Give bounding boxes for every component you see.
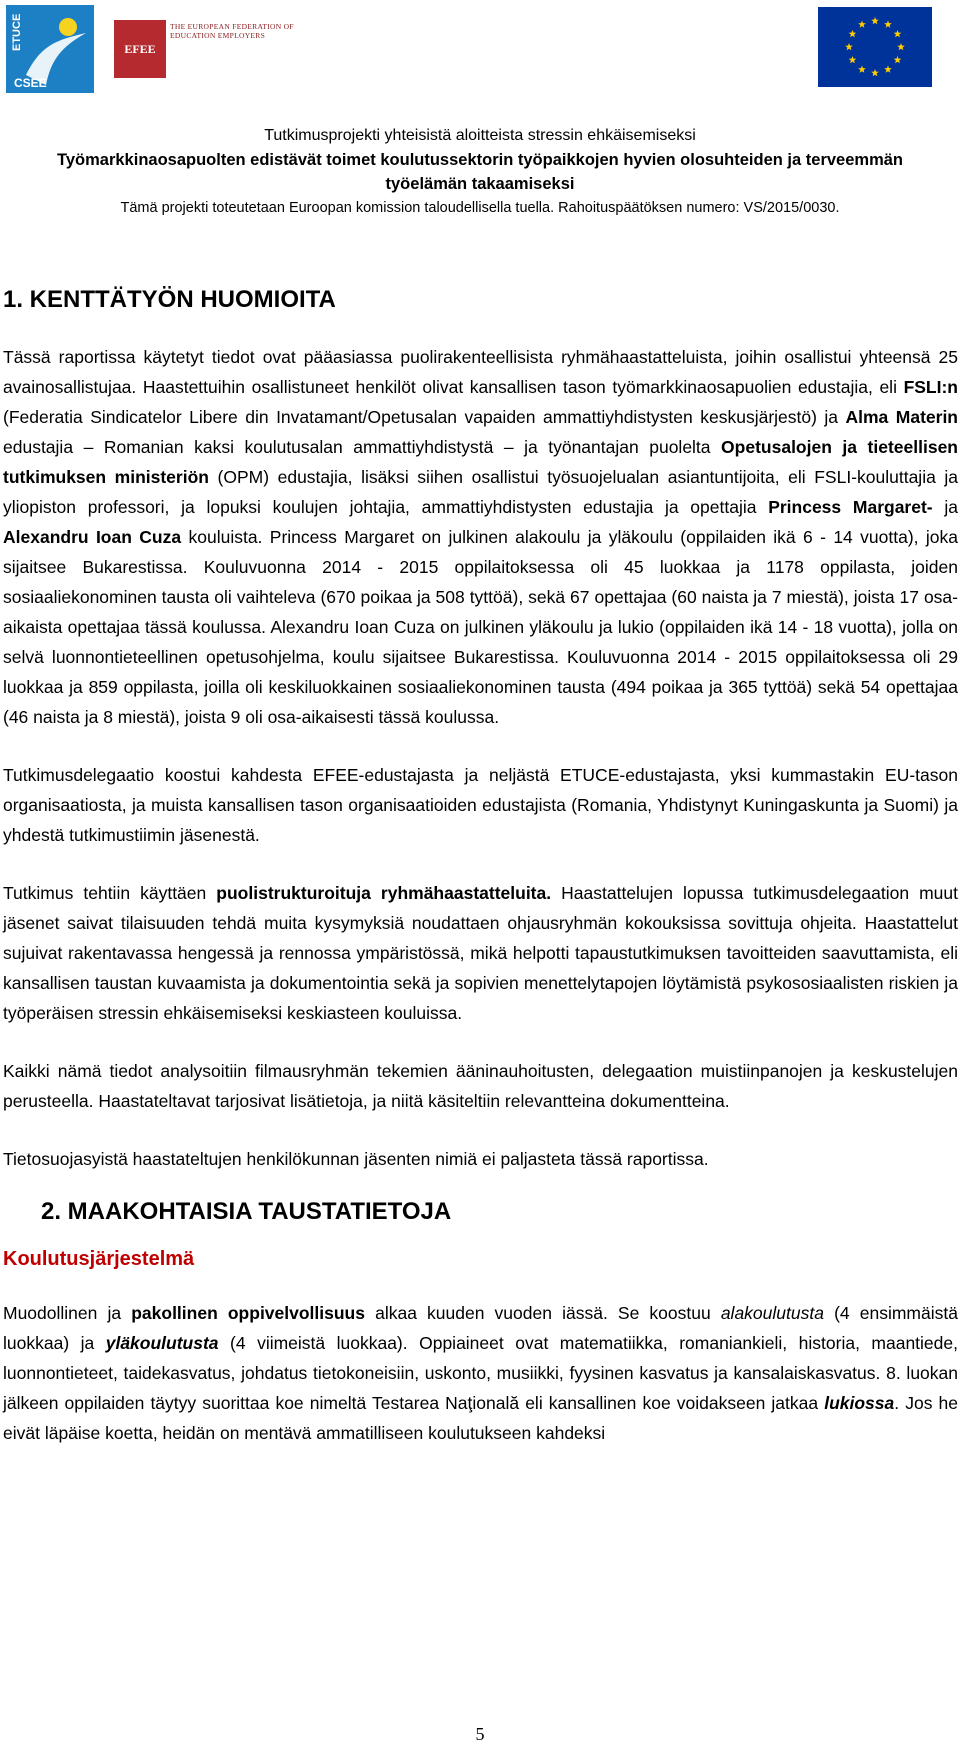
section-1-paragraph-4: Kaikki nämä tiedot analysoitiin filmausryhmän tekemien ääninauhoitusten, delegaation muistiinpanojen ja keskustelujen perusteella. Haastateltavat tarjosivat lisätietoja, ja niitä käsiteltiin relevantteina dokumentteina. [3, 1061, 958, 1111]
header-logos [0, 0, 960, 110]
csee-text: CSEE [14, 76, 47, 90]
etuce-logo [6, 5, 94, 93]
efee-logo [114, 20, 294, 80]
etuce-text: ETUCE [11, 13, 23, 51]
project-line-4: Tämä projekti toteutetaan Euroopan komission taloudellisella tuella. Rahoituspäätöksen numero: VS/2015/0030. [120, 200, 840, 216]
project-line-2: Työmarkkinaosapuolten edistävät toimet koulutussektorin työpaikkojen hyvien olosuhteiden ja terveemmän [57, 151, 903, 169]
section-2-paragraph-1: Muodollinen ja pakollinen oppivelvollisuus alkaa kuuden vuoden iässä. Se koostuu alakoulutusta (4 ensimmäistä luokkaa) ja yläkoulutusta (4 viimeistä luokkaa). Oppiaineet ovat matematiikka, romaniankieli, historia, maantiede, luonnontieteet, taidekasvatus, johdatus tietokoneisiin, uskonto, musiikki, fyysinen kasvatus ja kansalaiskasvatus. 8. luokan jälkeen oppilaiden täytyy suorittaa koe nimeltä Testarea Naţională eli kansallinen koe voidakseen jatkaa lukiossa. Jos he eivät läpäise koetta, heidän on mentävä ammatilliseen koulutukseen kahdeksi [3, 1303, 958, 1443]
section-2-subtitle: Koulutusjärjestelmä [3, 1248, 195, 1270]
section-1-paragraph-1: Tässä raportissa käytetyt tiedot ovat pääasiassa puolirakenteellisista ryhmähaastatteluista, joihin osallistui yhteensä 25 avainosallistujaa. Haastettuihin osallistuneet henkilöt olivat kansallisen tason työmarkkinaosapuolien edustajia, eli FSLI:n (Federatia Sindicatelor Libere din Invatamant/Opetusalan vapaiden ammattiyhdistysten keskusjärjestö) ja Alma Materin edustajia – Romanian kaksi koulutusalan ammattiyhdistystä – ja työnantajan puolelta Opetusalojen ja tieteellisen tutkimuksen ministeriön (OPM) edustajia, lisäksi siihen osallistui työsuojelualan asiantuntijoita, eli FSLI-kouluttajia ja yliopiston professori, ja lopuksi koulujen johtajia, ammattiyhdistysten edustajia ja opettajia Princess Margaret- ja Alexandru Ioan Cuza kouluista. Princess Margaret on julkinen alakoulu ja yläkoulu (oppilaiden ikä 6 - 14 vuotta), joka sijaitsee Bukarestissa. Kouluvuonna 2014 - 2015 oppilaitoksessa oli 45 luokkaa ja 1178 oppilasta, joiden sosiaaliekonominen tausta oli vaihteleva (670 poikaa ja 508 tyttöä), sekä 67 opettajaa (60 naista ja 7 miestä), joista 17 osa-aikaista opettajaa tässä koulussa. Alexandru Ioan Cuza on julkinen yläkoulu ja lukio (oppilaiden ikä 14 - 18 vuotta), jolla on selvä luonnontieteellinen opetusohjelma, koulu sijaitsee Bukarestissa. Kouluvuonna 2014 - 2015 oppilaitoksessa oli 29 luokkaa ja 859 oppilasta, joilla oli keskiluokkainen sosiaaliekonominen tausta (494 poikaa ja 365 tyttöä) sekä 54 opettajaa (46 naista ja 8 miestä), joista 9 oli osa-aikaisesti tässä koulussa. [3, 347, 958, 727]
project-line-3: työelämän takaamiseksi [385, 175, 575, 193]
document-body [3, 280, 958, 1448]
efee-box: EFEE [114, 20, 166, 78]
project-header [0, 124, 960, 220]
section-1-paragraph-3: Tutkimus tehtiin käyttäen puolistrukturoituja ryhmähaastatteluita. Haastattelujen lopussa tutkimusdelegaation muut jäsenet saivat tilaisuuden tehdä muita kysymyksiä noudattaen ohjausryhmän kokouksissa sovittuja ohjeita. Haastattelut sujuivat rakentavassa hengessä ja rennossa ympäristössä, mikä helpotti tapaustutkimuksen tavoitteiden saavuttamista, eli kansallisen taustan kuvaamista ja dokumentointia sekä ja sopivien menettelytapojen löytämistä psykososiaalisten riskien ja työperäisen stressin ehkäisemiseksi keskiasteen kouluissa. [3, 883, 958, 1023]
section-1-paragraph-2: Tutkimusdelegaatio koostui kahdesta EFEE-edustajasta ja neljästä ETUCE-edustajasta, yksi kummastakin EU-tason organisaatiosta, ja muista kansallisen tason organisaatioiden edustajista (Romania, Yhdistynyt Kuningaskunta ja Suomi) ja yhdestä tutkimustiimin jäsenestä. [3, 765, 958, 845]
section-1-paragraph-5: Tietosuojasyistä haastateltujen henkilökunnan jäsenten nimiä ei paljasteta tässä raportissa. [3, 1149, 709, 1169]
page-number: 5 [475, 1724, 485, 1744]
project-line-1: Tutkimusprojekti yhteisistä aloitteista stressin ehkäisemiseksi [264, 127, 696, 144]
section-1-title: 1. KENTTÄTYÖN HUOMIOITA [3, 286, 336, 313]
eu-flag-icon [818, 7, 932, 87]
section-2-title: 2. MAAKOHTAISIA TAUSTATIETOJA [41, 1198, 452, 1225]
efee-full-name: THE EUROPEAN FEDERATION OF EDUCATION EMPLOYERS [170, 22, 294, 40]
